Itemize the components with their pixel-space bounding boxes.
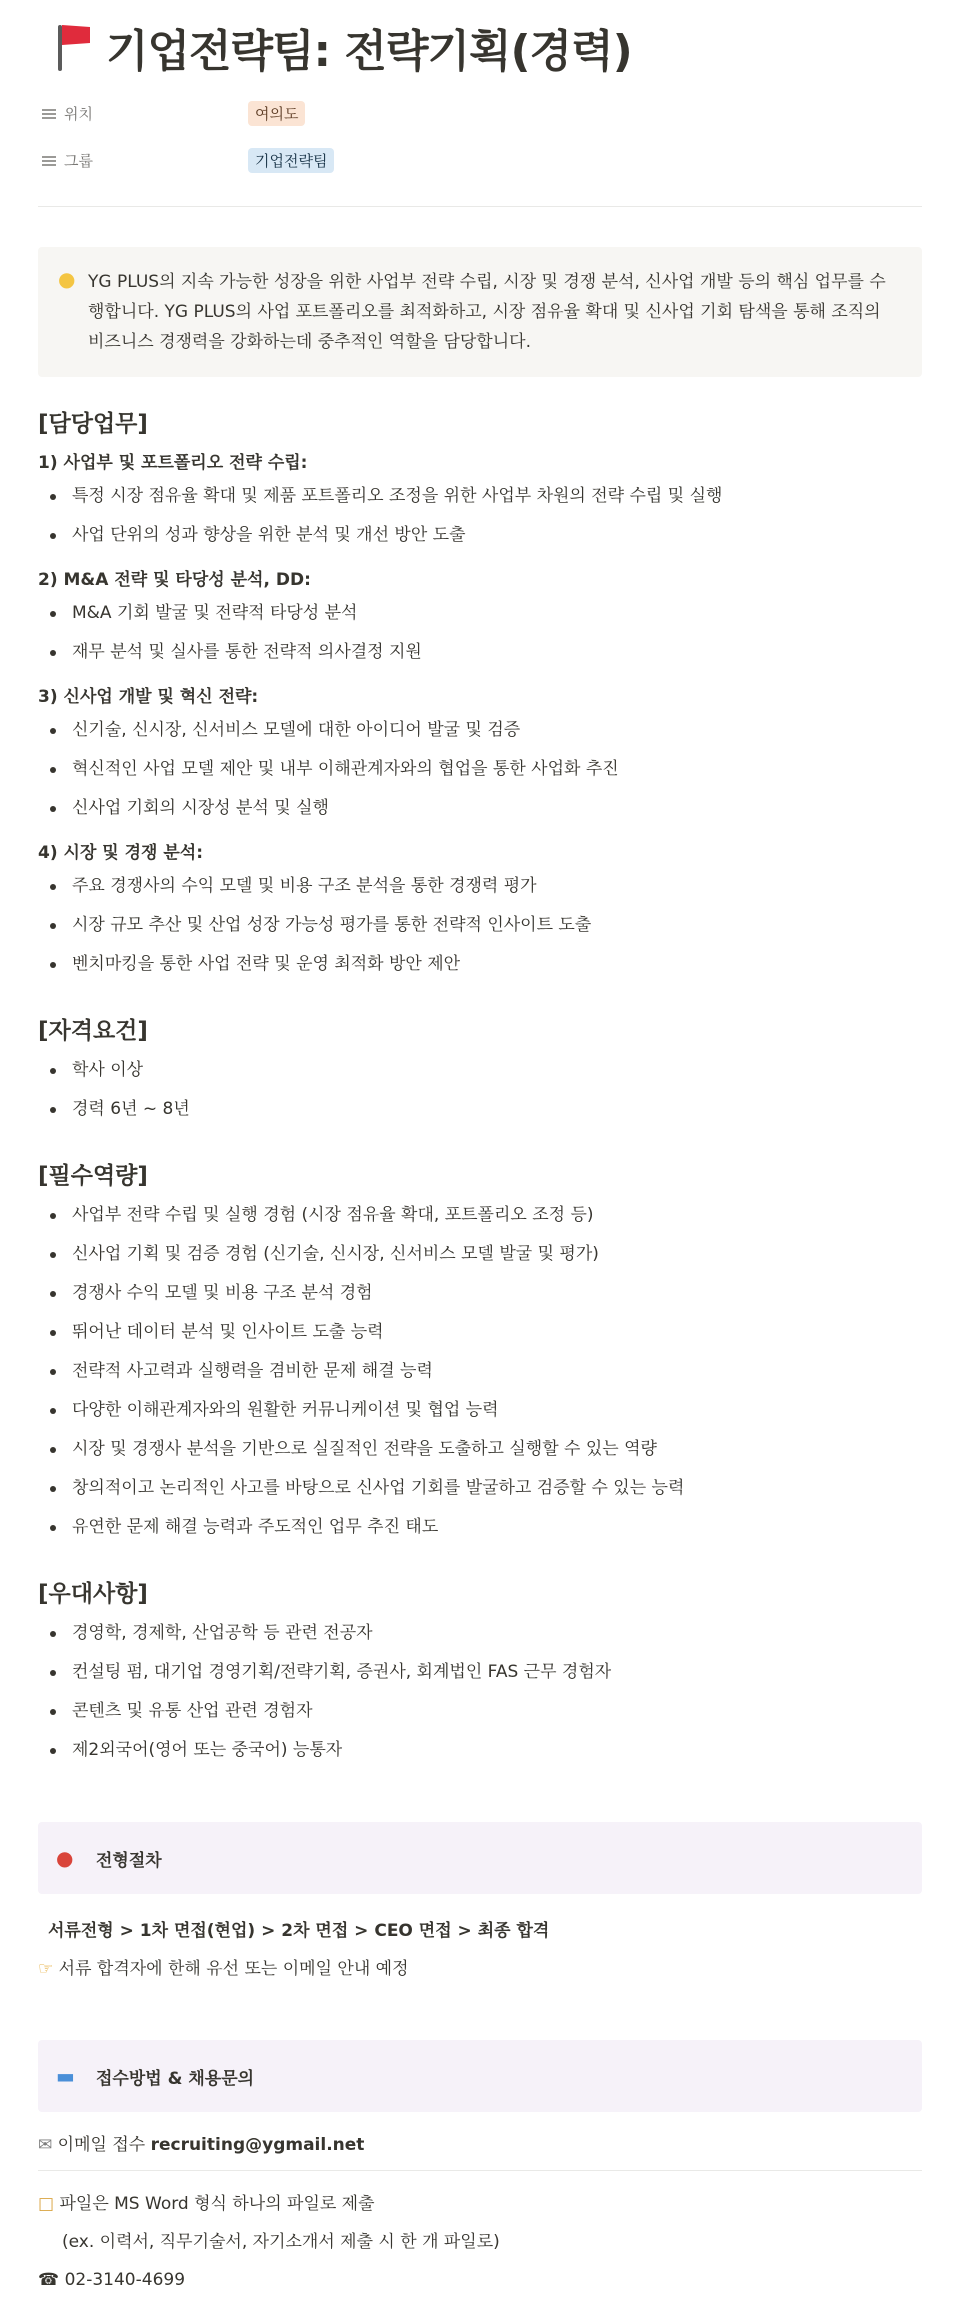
group-tag[interactable]: 기업전략팀 — [248, 148, 334, 173]
list-item: 컨설팅 펌, 대기업 경영기획/전략기획, 증권사, 회계법인 FAS 근무 경험자 — [38, 1653, 922, 1692]
duty-group-title: 4) 시장 및 경쟁 분석: — [38, 843, 204, 863]
list-item: 벤치마킹을 통한 사업 전략 및 운영 최적화 방안 제안 — [38, 945, 922, 984]
callout-text: YG PLUS의 지속 가능한 성장을 위한 사업부 전략 수립, 시장 및 경쟁 분석, 신사업 개발 등의 핵심 업무를 수행합니다. YG PLUS의 사업 포트폴리오를 최적화하고, 시장 점유율 확대 및 신사업 기회 탐색을 통해 조직의 비즈니스 경쟁력을 강화하는데 중추적인 역할을 담당합니다. — [88, 272, 886, 352]
triangular-flag-icon — [52, 21, 98, 73]
list-item: 유연한 문제 해결 능력과 주도적인 업무 추진 태도 — [38, 1508, 922, 1547]
property-key: 그룹 — [38, 150, 248, 171]
pointing-hand-icon: ☞ — [38, 1959, 54, 1979]
property-location — [38, 90, 922, 137]
list-item: 전략적 사고력과 실행력을 겸비한 문제 해결 능력 — [38, 1352, 922, 1391]
list-item: 경영학, 경제학, 산업공학 등 관련 전공자 — [38, 1614, 922, 1653]
preferred-list — [38, 1614, 922, 1770]
list-item: 주요 경쟁사의 수익 모델 및 비용 구조 분석을 통한 경쟁력 평가 — [38, 867, 922, 906]
email-link[interactable]: recruiting@ygmail.net — [150, 2135, 365, 2155]
intro-callout — [38, 247, 922, 377]
duty-group-title: 3) 신사업 개발 및 혁신 전략: — [38, 687, 259, 707]
divider — [38, 2170, 922, 2171]
phone-icon: ☎ — [38, 2270, 60, 2290]
pushpin-icon: ● — [56, 1846, 74, 1870]
skills-heading: [필수역량] — [38, 1163, 148, 1189]
list-item: 시장 및 경쟁사 분석을 기반으로 실질적인 전략을 도출하고 실행할 수 있는 역량 — [38, 1430, 922, 1469]
file-row — [38, 2185, 922, 2223]
list-item: 신사업 기획 및 검증 경험 (신기술, 신시장, 신서비스 모델 발굴 및 평가) — [38, 1235, 922, 1274]
email-label: 이메일 접수 — [57, 2135, 146, 2155]
list-item: 특정 시장 점유율 확대 및 제품 포트폴리오 조정을 위한 사업부 차원의 전략 수립 및 실행 — [38, 477, 922, 516]
email-row — [38, 2126, 922, 2164]
list-item: 사업 단위의 성과 향상을 위한 분석 및 개선 방안 도출 — [38, 516, 922, 555]
list-item: 경력 6년 ~ 8년 — [38, 1090, 922, 1129]
phone-row — [38, 2261, 922, 2299]
lightbulb-icon: ● — [58, 267, 76, 291]
title-row — [38, 0, 922, 90]
apply-header — [38, 2040, 922, 2112]
file-example: (ex. 이력서, 직무기술서, 자기소개서 제출 시 한 개 파일로) — [62, 2232, 500, 2252]
file-note: 파일은 MS Word 형식 하나의 파일로 제출 — [59, 2194, 375, 2214]
apply-heading: 접수방법 & 채용문의 — [96, 2068, 255, 2089]
qualifications-list — [38, 1051, 922, 1129]
property-group — [38, 137, 922, 184]
list-item: 뛰어난 데이터 분석 및 인사이트 도출 능력 — [38, 1313, 922, 1352]
divider — [38, 206, 922, 207]
preferred-heading: [우대사항] — [38, 1581, 148, 1607]
scroll-icon: □ — [38, 2194, 55, 2214]
list-item: 창의적이고 논리적인 사고를 바탕으로 신사업 기회를 발굴하고 검증할 수 있는 능력 — [38, 1469, 922, 1508]
list-item: 다양한 이해관계자와의 원활한 커뮤니케이션 및 협업 능력 — [38, 1391, 922, 1430]
list-item: 신기술, 신시장, 신서비스 모델에 대한 아이디어 발굴 및 검증 — [38, 711, 922, 750]
list-item: 콘텐츠 및 유통 산업 관련 경험자 — [38, 1692, 922, 1731]
process-note: 서류 합격자에 한해 유선 또는 이메일 안내 예정 — [58, 1959, 409, 1979]
process-steps: 서류전형 > 1차 면접(현업) > 2차 면접 > CEO 면접 > 최종 합격 — [48, 1921, 550, 1941]
list-item: 혁신적인 사업 모델 제안 및 내부 이해관계자와의 협업을 통한 사업화 추진 — [38, 750, 922, 789]
list-icon — [42, 154, 56, 168]
list-item: 신사업 기회의 시장성 분석 및 실행 — [38, 789, 922, 828]
properties — [38, 90, 922, 184]
laptop-icon: ▬ — [56, 2064, 75, 2088]
duty-group-title: 2) M&A 전략 및 타당성 분석, DD: — [38, 570, 311, 590]
list-item: 재무 분석 및 실사를 통한 전략적 의사결정 지원 — [38, 633, 922, 672]
list-item: 경쟁사 수익 모델 및 비용 구조 분석 경험 — [38, 1274, 922, 1313]
qualifications-heading: [자격요건] — [38, 1018, 148, 1044]
list-item: 사업부 전략 수립 및 실행 경험 (시장 점유율 확대, 포트폴리오 조정 등) — [38, 1196, 922, 1235]
list-item: 제2외국어(영어 또는 중국어) 능통자 — [38, 1731, 922, 1770]
duty-group-title: 1) 사업부 및 포트폴리오 전략 수립: — [38, 453, 308, 473]
process-note-row — [38, 1950, 922, 1988]
list-icon — [42, 107, 56, 121]
duties-heading: [담당업무] — [38, 411, 148, 437]
envelope-icon: ✉ — [38, 2135, 53, 2155]
list-item: M&A 기회 발굴 및 전략적 타당성 분석 — [38, 594, 922, 633]
process-heading: 전형절차 — [96, 1850, 162, 1871]
duties-group — [38, 448, 922, 984]
process-header — [38, 1822, 922, 1894]
list-item: 시장 규모 추산 및 산업 성장 가능성 평가를 통한 전략적 인사이트 도출 — [38, 906, 922, 945]
location-tag[interactable]: 여의도 — [248, 101, 305, 126]
property-key: 위치 — [38, 103, 248, 124]
page-title: 기업전략팀: 전략기획(경력) — [106, 26, 632, 77]
list-item: 학사 이상 — [38, 1051, 922, 1090]
skills-list — [38, 1196, 922, 1547]
phone-number[interactable]: 02-3140-4699 — [64, 2270, 186, 2290]
